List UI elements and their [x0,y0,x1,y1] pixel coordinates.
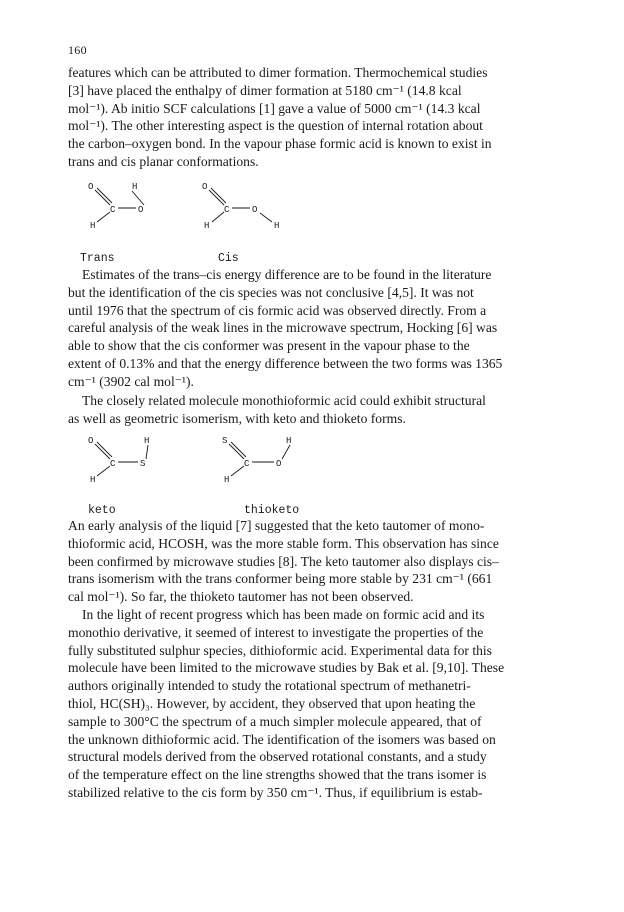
text-line: of the temperature effect on the line strengths showed that the trans isomer is [68,767,487,783]
text-line: the unknown dithioformic acid. The identification of the isomers was based on [68,731,496,747]
atom-label: O [252,205,258,215]
atom-label: O [202,182,208,192]
text-line: fully substituted sulphur species, dithioformic acid. Experimental data for this [68,642,492,658]
atom-label: C [110,205,116,215]
text-line: sample to 300°C the spectrum of a much simpler molecule appeared, that of [68,713,482,729]
text-line: structural models derived from the observed rotational constants, and a study [68,749,487,765]
thioketo-structure [222,434,322,484]
text-line: The closely related molecule monothioformic acid could exhibit structural [82,393,486,408]
atom-label: H [144,436,150,446]
paragraph-hcosh [68,517,556,606]
text-line: features which can be attributed to dimer formation. Thermochemical studies [68,65,488,80]
text-line: careful analysis of the weak lines in the microwave spectrum, Hocking [6] was [68,320,498,336]
text-line: been confirmed by microwave studies [8]. The keto tautomer also displays cis– [68,553,499,569]
text-line: stabilized relative to the cis form by 350 cm⁻¹. Thus, if equilibrium is estab- [68,784,483,800]
text-line: Estimates of the trans–cis energy difference are to be found in the literature [82,267,492,282]
paragraph-dimer-formation [68,64,556,171]
paragraph-trans-cis-energy [68,266,556,391]
text-line: the carbon–oxygen bond. In the vapour phase formic acid is known to exist in [68,136,492,152]
text-line: [3] have placed the enthalpy of dimer formation at 5180 cm⁻¹ (14.8 kcal [68,82,462,98]
text-line: In the light of recent progress which has been made on formic acid and its [82,607,485,622]
label-cis: Cis [218,252,239,265]
text-line: cm⁻¹ (3902 cal mol⁻¹). [68,373,194,389]
label-thioketo: thioketo [244,504,300,517]
text-line: mol⁻¹). Ab initio SCF calculations [1] gave a value of 5000 cm⁻¹ (14.3 kcal [68,100,481,116]
atom-label: S [222,436,228,446]
page-number: 160 [68,43,87,57]
text-line: molecule have been limited to the microwave studies by Bak et al. [9,10]. These [68,660,505,676]
atom-label: H [224,475,230,485]
label-trans: Trans [80,252,115,265]
atom-label: H [132,182,138,192]
atom-label: O [138,205,144,215]
text-line: trans and cis planar conformations. [68,153,259,169]
text-line: mol⁻¹). The other interesting aspect is the question of internal rotation about [68,118,483,134]
atom-label: H [90,475,96,485]
atom-label: S [140,459,146,469]
text-line: thioformic acid, HCOSH, was the more stable form. This observation has since [68,535,499,551]
text-line: authors originally intended to study the rotational spectrum of methanetri- [68,678,471,694]
atom-label: O [276,459,282,469]
text-line: cal mol⁻¹). So far, the thioketo tautomer has not been observed. [68,589,414,605]
atom-label: C [224,205,230,215]
keto-structure [88,434,188,484]
text-line: thiol, HC(SH)₃. However, by accident, they observed that upon heating the [68,695,476,711]
text-line: extent of 0.13% and that the energy difference between the two forms was 1365 [68,355,503,371]
paragraph-dithioformic [68,606,556,802]
trans-formic-acid-structure [88,180,178,230]
atom-label: O [88,182,94,192]
atom-label: H [274,221,280,231]
text-line: monothio derivative, it seemed of interest to investigate the properties of the [68,624,484,640]
atom-label: H [204,221,210,231]
label-keto: keto [88,504,116,517]
cis-formic-acid-structure [200,180,300,230]
atom-label: C [110,459,116,469]
text-line: An early analysis of the liquid [7] suggested that the keto tautomer of mono- [68,518,485,533]
text-line: but the identification of the cis species was not conclusive [4,5]. It was not [68,284,474,300]
atom-label: O [88,436,94,446]
text-line: until 1976 that the spectrum of cis formic acid was observed directly. From a [68,302,487,318]
text-line: as well as geometric isomerism, with keto and thioketo forms. [68,410,406,426]
atom-label: H [286,436,292,446]
text-line: trans isomerism with the trans conformer being more stable by 231 cm⁻¹ (661 [68,571,493,587]
paragraph-monothioformic [68,392,556,428]
atom-label: C [244,459,250,469]
text-line: able to show that the cis conformer was present in the vapour phase to the [68,338,470,354]
atom-label: H [90,221,96,231]
